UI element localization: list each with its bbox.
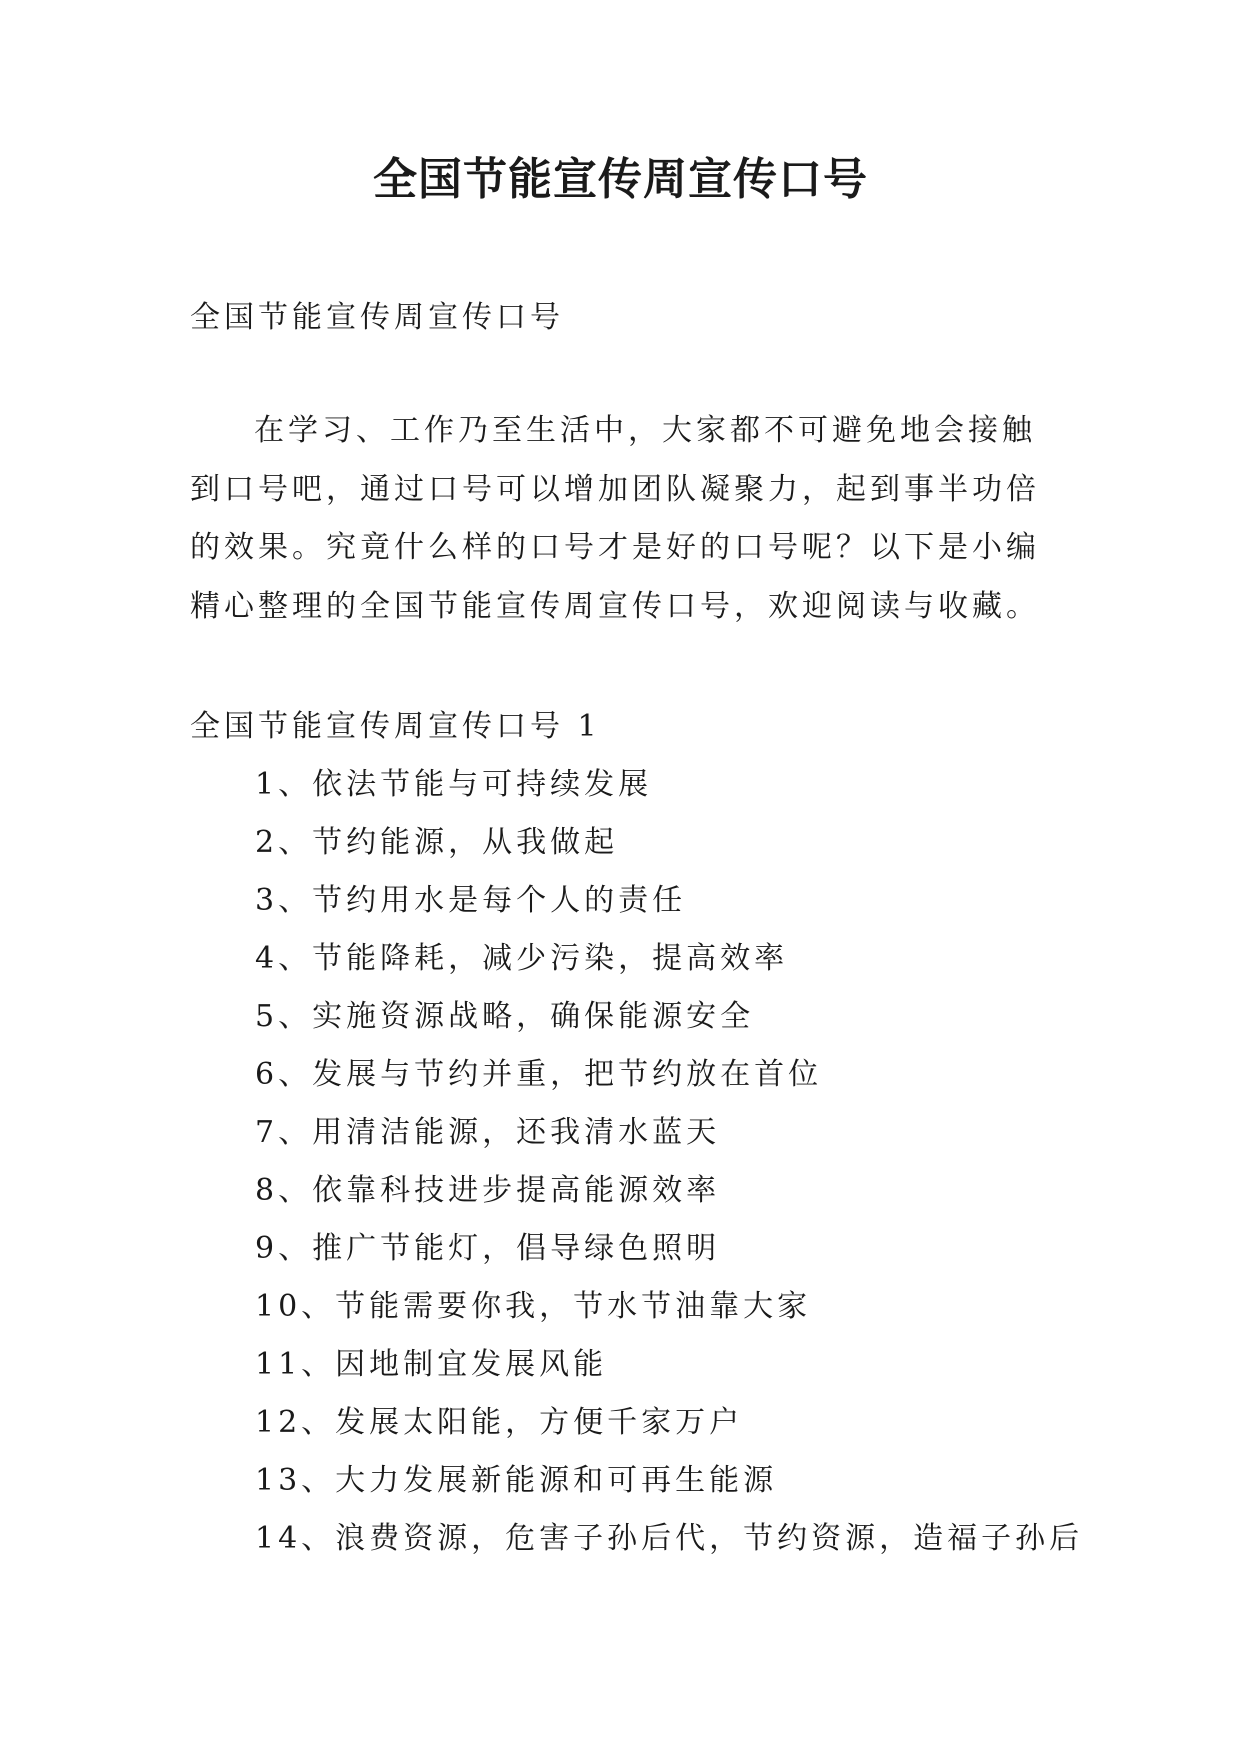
slogan-item: 5、实施资源战略，确保能源安全 <box>255 999 755 1034</box>
slogan-item: 10、节能需要你我，节水节油靠大家 <box>255 1289 812 1324</box>
section-heading: 全国节能宣传周宣传口号 1 <box>190 709 601 744</box>
slogan-item: 12、发展太阳能，方便千家万户 <box>255 1405 744 1440</box>
slogan-item: 7、用清洁能源，还我清水蓝天 <box>255 1115 721 1150</box>
slogan-item: 3、节约用水是每个人的责任 <box>255 883 687 918</box>
slogan-item: 11、因地制宜发展风能 <box>255 1347 608 1382</box>
slogan-item: 9、推广节能灯，倡导绿色照明 <box>255 1231 721 1266</box>
slogan-item: 2、节约能源，从我做起 <box>255 825 619 860</box>
slogan-item: 8、依靠科技进步提高能源效率 <box>255 1173 721 1208</box>
slogan-item: 13、大力发展新能源和可再生能源 <box>255 1463 778 1498</box>
document-subtitle: 全国节能宣传周宣传口号 <box>190 300 564 335</box>
document-title: 全国节能宣传周宣传口号 <box>373 154 868 205</box>
slogan-item: 4、节能降耗，减少污染，提高效率 <box>255 941 789 976</box>
slogan-item: 14、浪费资源，危害子孙后代，节约资源，造福子孙后 <box>255 1521 1084 1556</box>
slogan-item: 1、依法节能与可持续发展 <box>255 767 653 802</box>
slogan-item: 6、发展与节约并重，把节约放在首位 <box>255 1057 823 1092</box>
intro-paragraph: 在学习、工作乃至生活中，大家都不可避免地会接触到口号吧，通过口号可以增加团队凝聚力，起到事半功倍的效果。究竟什么样的口号才是好的口号呢？以下是小编精心整理的全国节能宣传周宣传口号，欢迎阅读与收藏。 <box>190 413 1040 624</box>
slogan-list <box>255 756 1084 1568</box>
